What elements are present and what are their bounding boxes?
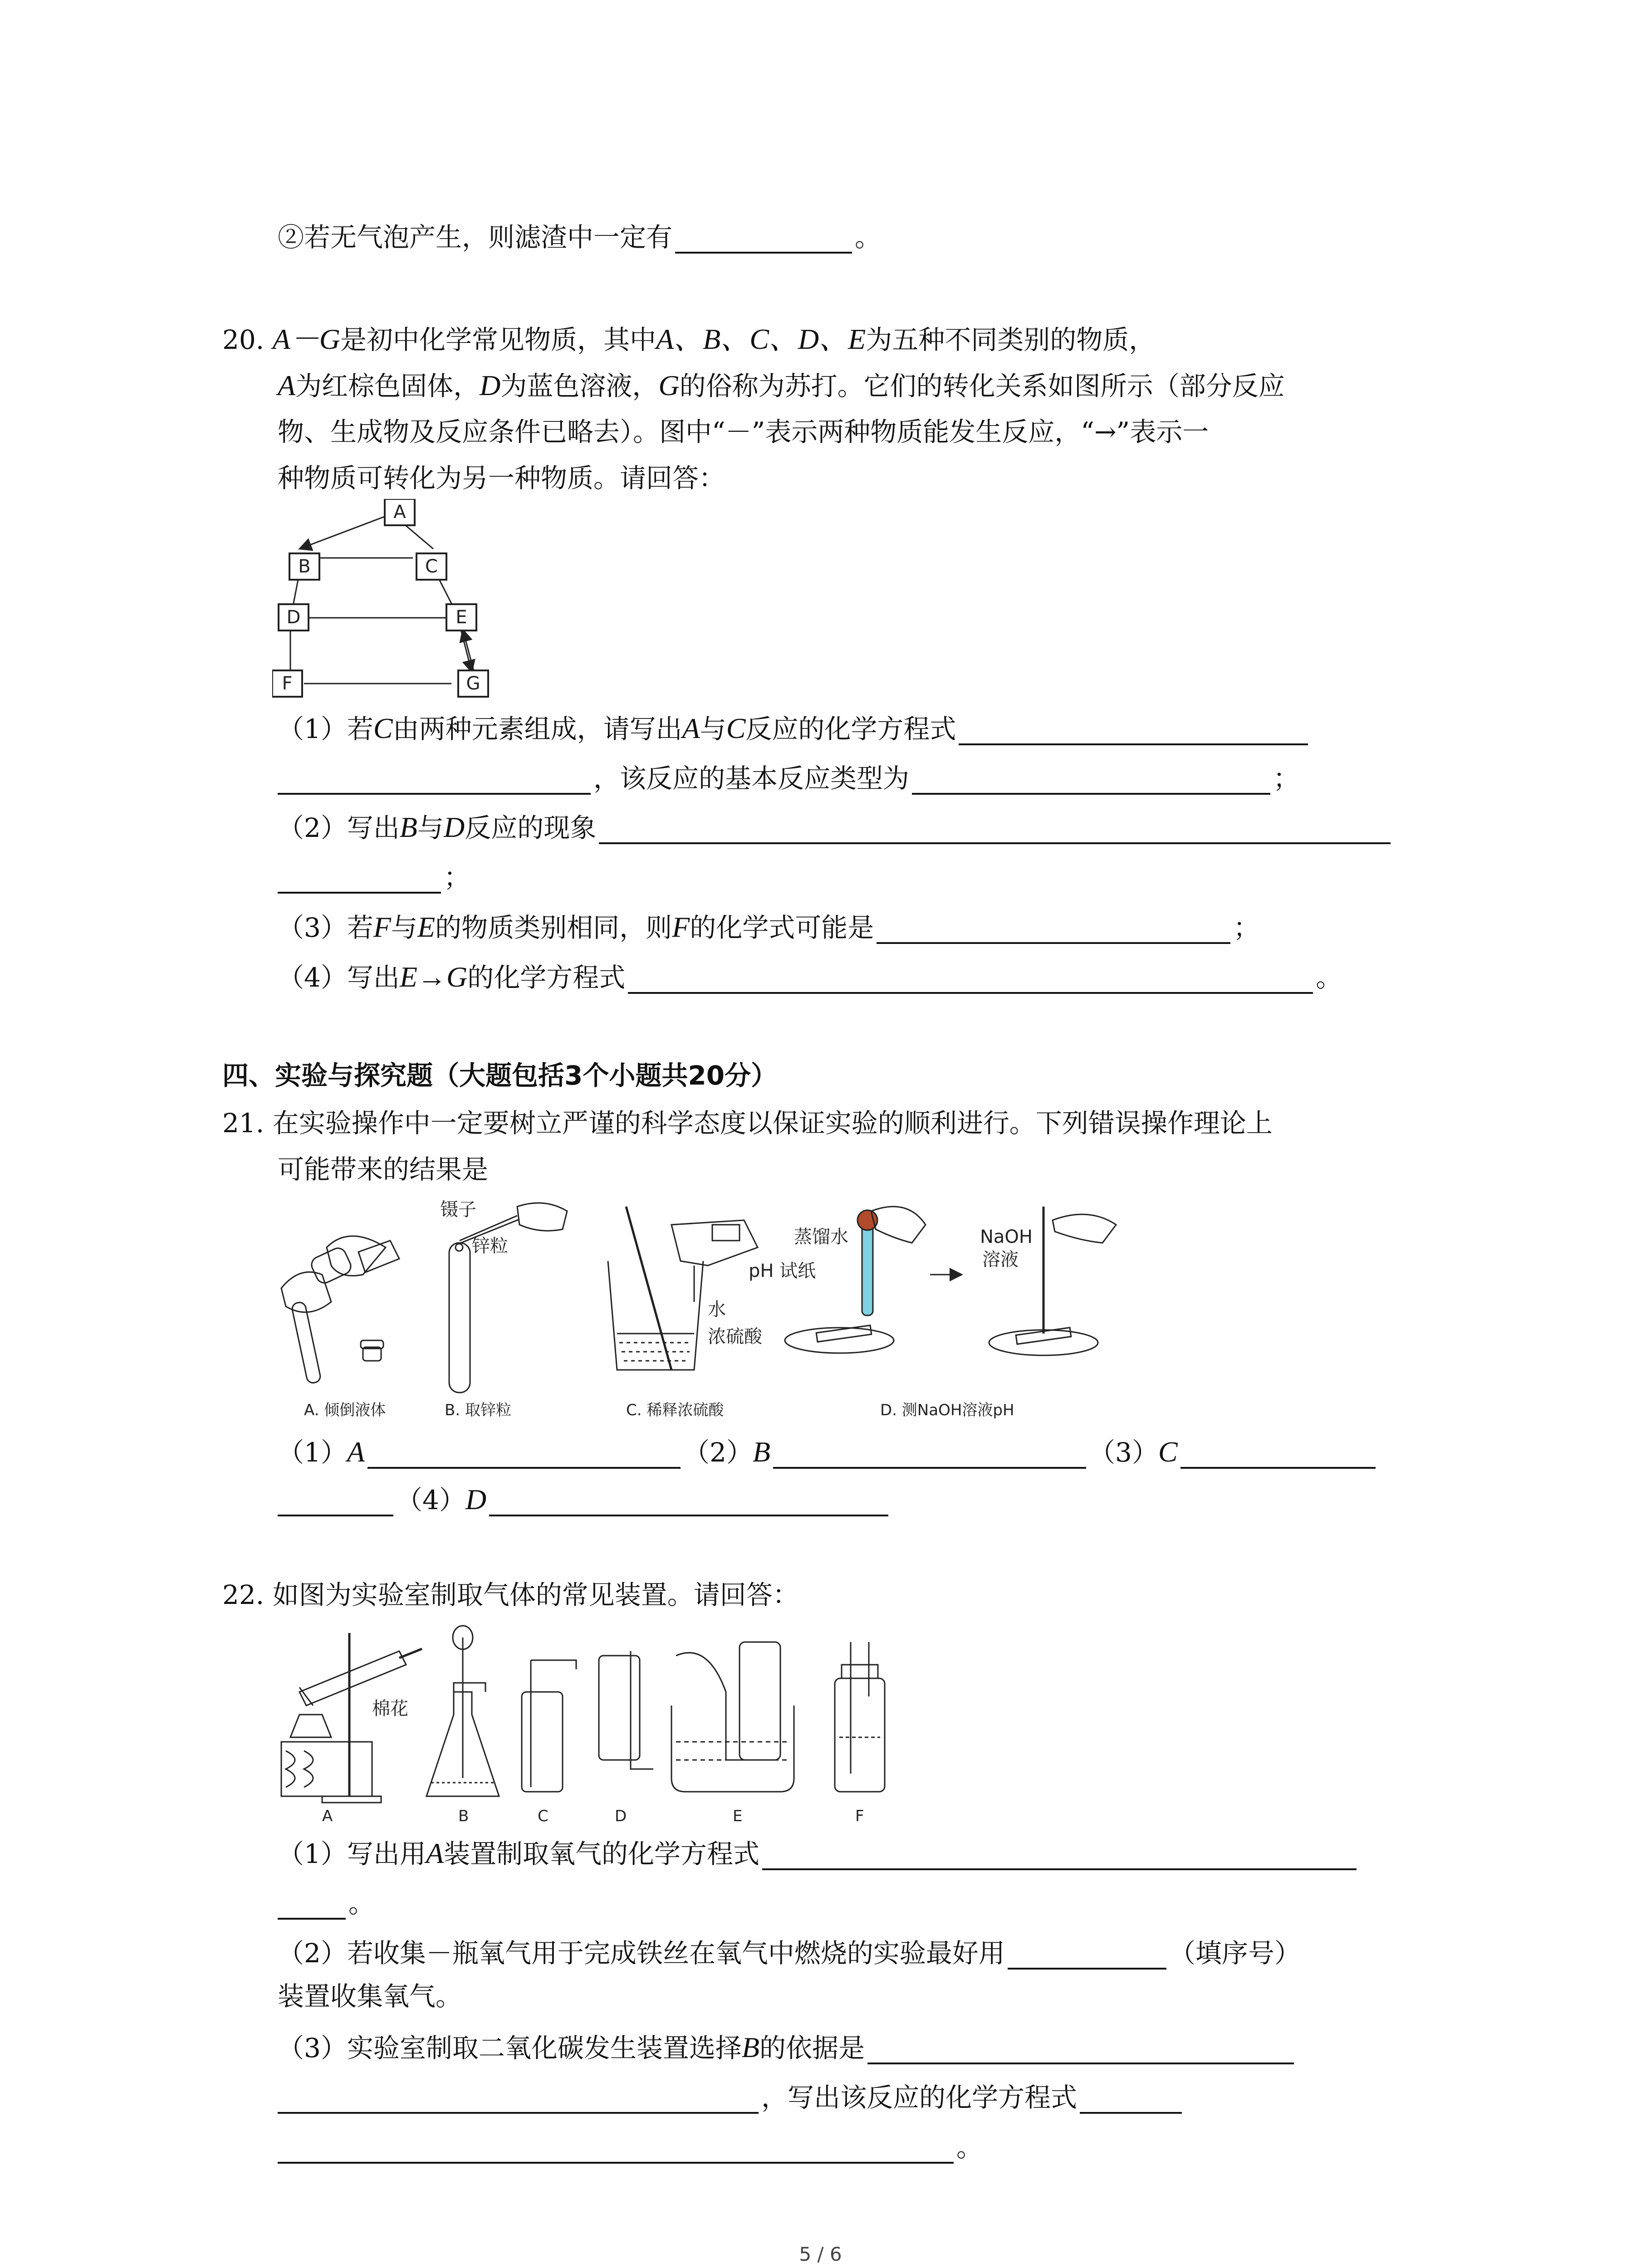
- q22-part3-line3: [278, 2131, 983, 2164]
- q22-part3: [278, 2031, 1297, 2064]
- q20-letter: C: [726, 712, 746, 744]
- q20-number: 20.: [222, 324, 265, 355]
- answer-blank[interactable]: [959, 716, 1308, 745]
- answer-blank[interactable]: [1008, 1941, 1166, 1970]
- q20-line1: [222, 323, 1155, 356]
- q20-letter: B: [399, 811, 417, 843]
- pouring-liquid-illustration: [281, 1236, 399, 1384]
- q21-letter: A: [347, 1436, 365, 1468]
- q20-p1-end: ；: [1273, 763, 1300, 794]
- q21-d-label: （4）: [396, 1485, 465, 1515]
- q20-range: A－G: [272, 323, 340, 355]
- answer-blank[interactable]: [278, 1487, 393, 1516]
- q20-text: 的俗称为苏打。它们的转化关系如图所示（部分反应: [679, 371, 1285, 401]
- q21-b-label: （2）: [683, 1437, 753, 1468]
- q22-part3-line2: [278, 2081, 1185, 2114]
- q20-letter: A: [682, 712, 700, 744]
- q21-figure: [272, 1198, 1134, 1420]
- apparatus-f: [835, 1642, 885, 1792]
- q22-p3-text: 的依据是: [759, 2033, 865, 2063]
- node-e: E: [456, 607, 467, 628]
- caption-d: D. 测NaOH溶液pH: [880, 1401, 1014, 1419]
- answer-blank[interactable]: [278, 1891, 346, 1920]
- q20-part3: [278, 911, 1259, 944]
- q21-letter: B: [752, 1436, 770, 1468]
- caption-a: A: [322, 1807, 333, 1823]
- q20-part1-line2: [278, 762, 1299, 795]
- q20-p2-text: 反应的现象: [465, 812, 597, 843]
- label-water: 水: [708, 1299, 726, 1320]
- q20-e-to-g: E→G: [399, 961, 468, 993]
- answer-blank[interactable]: [877, 915, 1230, 944]
- q22-p2-text: （2）若收集－瓶氧气用于完成铁丝在氧气中燃烧的实验最好用: [278, 1938, 1005, 1969]
- apparatus-c: [522, 1660, 576, 1792]
- q20-p3-end: ；: [1233, 912, 1260, 943]
- q20-letter: D: [444, 811, 465, 843]
- q22-p1-text: 装置制取氧气的化学方程式: [444, 1838, 760, 1869]
- q20-line4: 种物质可转化为另一种物质。请回答：: [278, 463, 725, 494]
- caption-e: E: [733, 1807, 743, 1823]
- q20-p3-text: 与: [391, 912, 418, 943]
- apparatus-b: [426, 1626, 499, 1796]
- answer-blank[interactable]: [599, 815, 1391, 844]
- label-cotton: 棉花: [372, 1698, 408, 1719]
- node-c: C: [425, 556, 438, 577]
- apparatus-a: [281, 1633, 422, 1803]
- q20-part1: [278, 712, 1311, 745]
- q22-p3-end: 。: [956, 2132, 983, 2163]
- q20-letter: F: [373, 911, 391, 943]
- q20-p1-text: （1）若: [278, 714, 373, 744]
- caption-d: D: [615, 1807, 627, 1823]
- q20-relationship-diagram: [272, 499, 508, 712]
- q21-answers-row2: [278, 1483, 891, 1516]
- answer-blank[interactable]: [278, 2085, 759, 2114]
- q22-letter: A: [426, 1837, 444, 1869]
- q20-p4-text: （4）写出: [278, 962, 400, 993]
- q20-p3-text: 的化学式可能是: [690, 912, 874, 943]
- caption-f: F: [855, 1807, 864, 1823]
- q22-p2-hint: （填序号）: [1169, 1938, 1301, 1969]
- q22-p3-text: （3）实验室制取二氧化碳发生装置选择: [278, 2033, 742, 2063]
- q19-tail-line: [278, 221, 881, 254]
- q20-p4-text: 的化学方程式: [467, 962, 626, 993]
- q21-letter: D: [465, 1483, 487, 1515]
- label-zinc: 锌粒: [472, 1236, 508, 1256]
- q22-letter: B: [741, 2031, 759, 2063]
- q21-answers-row1: [278, 1436, 1378, 1469]
- caption-c: C: [538, 1807, 549, 1823]
- q20-part4: [278, 961, 1342, 994]
- q20-text: 为蓝色溶液，: [500, 371, 659, 401]
- q22-part1-line2: [278, 1887, 375, 1920]
- q20-letters: A、B、C、D、E: [656, 323, 866, 355]
- q22-apparatus-figure: [272, 1624, 953, 1823]
- caption-b: B. 取锌粒: [445, 1401, 511, 1419]
- q20-p2-text: 与: [417, 812, 444, 843]
- node-a: A: [393, 502, 406, 523]
- answer-blank[interactable]: [1080, 2085, 1182, 2114]
- node-d: D: [286, 607, 301, 628]
- label-tweezers: 镊子: [440, 1199, 476, 1220]
- apparatus-d: [599, 1651, 653, 1769]
- q22-part2-line2: 装置收集氧气。: [278, 1981, 462, 2012]
- answer-blank[interactable]: [675, 225, 852, 254]
- answer-blank[interactable]: [489, 1487, 888, 1516]
- q22-p3-text: ，写出该反应的化学方程式: [761, 2082, 1078, 2113]
- zinc-tweezers-illustration: [440, 1199, 567, 1393]
- q20-p4-end: 。: [1316, 962, 1342, 993]
- answer-blank[interactable]: [762, 1841, 1357, 1870]
- answer-blank[interactable]: [278, 2135, 954, 2164]
- ph-test-illustration: [749, 1207, 1116, 1355]
- q19-tail-text: ②若无气泡产生，则滤渣中一定有: [278, 222, 673, 253]
- answer-blank[interactable]: [278, 766, 591, 795]
- q20-p1-text: ，该反应的基本反应类型为: [593, 763, 910, 794]
- caption-a: A. 倾倒液体: [304, 1401, 386, 1419]
- label-distilled-water: 蒸馏水: [794, 1227, 848, 1247]
- q20-letter: E: [417, 911, 436, 943]
- q20-part2: [278, 811, 1393, 844]
- q20-p2-end: ；: [444, 862, 470, 893]
- q22-line1: [222, 1579, 799, 1611]
- q21-a-label: （1）: [278, 1437, 347, 1468]
- q20-line2: [278, 369, 1285, 402]
- q22-part1: [278, 1837, 1359, 1870]
- answer-blank[interactable]: [867, 2035, 1294, 2064]
- q21-letter: C: [1158, 1436, 1178, 1468]
- q21-number: 21.: [222, 1108, 265, 1139]
- node-f: F: [282, 673, 293, 694]
- q20-p1-text: 由两种元素组成，请写出: [392, 714, 682, 744]
- q20-p3-text: （3）若: [278, 912, 373, 943]
- caption-c: C. 稀释浓硫酸: [626, 1401, 724, 1419]
- q20-part2-line2: [278, 861, 470, 894]
- q22-part2: [278, 1937, 1301, 1970]
- q20-text: 是初中化学常见物质，其中: [340, 324, 656, 355]
- node-b: B: [298, 556, 311, 577]
- answer-blank[interactable]: [278, 865, 441, 894]
- q22-p1-end: 。: [348, 1888, 375, 1919]
- q21-c-label: （3）: [1089, 1437, 1158, 1468]
- q20-text: 为红棕色固体，: [295, 371, 480, 401]
- answer-blank[interactable]: [628, 965, 1313, 994]
- q21-text: 在实验操作中一定要树立严谨的科学态度以保证实验的顺利进行。下列错误操作理论上: [272, 1108, 1273, 1139]
- q20-line3: 物、生成物及反应条件已略去）。图中“－”表示两种物质能发生反应，“→”表示一: [278, 416, 1209, 447]
- q20-p1-text: 反应的化学方程式: [745, 714, 956, 744]
- answer-blank[interactable]: [912, 766, 1270, 795]
- answer-blank[interactable]: [1181, 1440, 1376, 1469]
- q21-line2: 可能带来的结果是: [278, 1154, 489, 1185]
- q20-p2-text: （2）写出: [278, 812, 400, 843]
- q22-text: 如图为实验室制取气体的常见装置。请回答：: [272, 1579, 799, 1610]
- q20-p1-text: 与: [700, 714, 726, 744]
- q20-letter: A: [278, 369, 296, 401]
- page-number: 5 / 6: [799, 2243, 842, 2265]
- q21-line1: [222, 1107, 1273, 1139]
- label-ph-paper: pH 试纸: [749, 1261, 816, 1281]
- label-acid: 浓硫酸: [708, 1326, 762, 1347]
- q19-tail-end: 。: [855, 222, 882, 253]
- q22-number: 22.: [222, 1579, 265, 1610]
- q22-p1-text: （1）写出用: [278, 1838, 426, 1869]
- answer-blank[interactable]: [367, 1440, 681, 1469]
- section-title: 四、实验与探究题（大题包括3个小题共20分）: [222, 1060, 778, 1091]
- caption-b: B: [458, 1807, 469, 1823]
- q20-text: 为五种不同类别的物质，: [866, 324, 1156, 355]
- label-solution: 溶液: [982, 1249, 1019, 1270]
- node-g: G: [466, 673, 480, 694]
- q20-letter: G: [658, 369, 680, 401]
- q20-p3-text: 的物质类别相同，则: [435, 912, 672, 943]
- dilute-acid-illustration: [608, 1207, 763, 1370]
- label-naoh: NaOH: [980, 1227, 1033, 1247]
- q20-letter: C: [373, 712, 393, 744]
- q20-letter: D: [480, 369, 501, 401]
- answer-blank[interactable]: [773, 1440, 1086, 1469]
- apparatus-e: [671, 1642, 794, 1792]
- q20-letter: F: [672, 911, 690, 943]
